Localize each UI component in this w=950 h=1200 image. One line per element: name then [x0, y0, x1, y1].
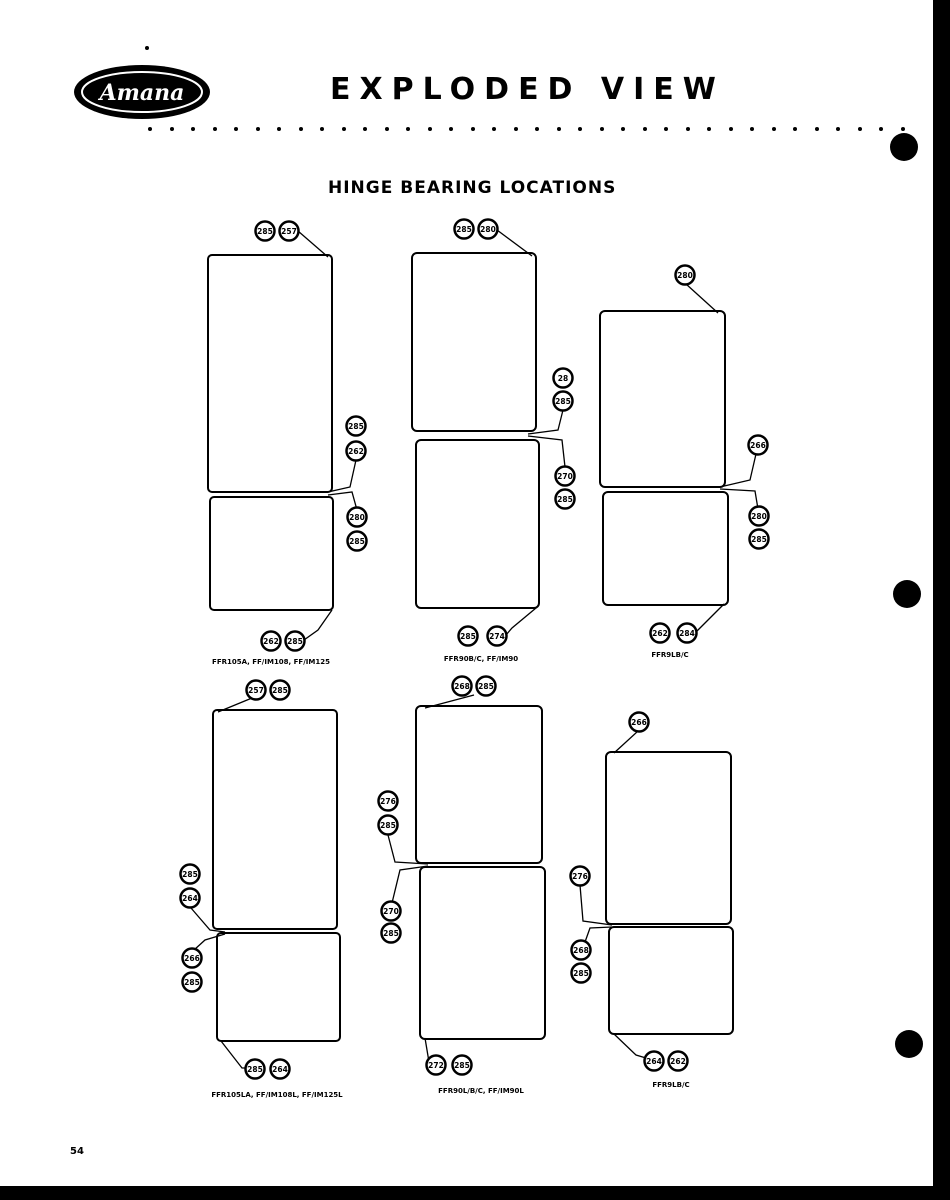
callouts-d5 [379, 677, 496, 1075]
fresh-food-door [609, 927, 733, 1034]
callout-label: 280 [677, 271, 693, 280]
callout-label: 262 [348, 447, 364, 456]
callouts-d2 [455, 220, 575, 646]
callout-label: 285 [454, 1061, 470, 1070]
right-border [933, 0, 950, 1200]
freezer-door [600, 311, 725, 487]
callout-label: 285 [287, 637, 303, 646]
bottom-border [0, 1186, 950, 1200]
callout-label: 285 [272, 686, 288, 695]
callout-label: 285 [257, 227, 273, 236]
brand-wordmark: Amana [99, 80, 185, 106]
callout-label: 280 [349, 513, 365, 522]
callout-label: 262 [263, 637, 279, 646]
callout-label: 268 [573, 946, 589, 955]
callout-label: 285 [573, 969, 589, 978]
callout-label: 266 [631, 718, 647, 727]
freezer-door [606, 752, 731, 924]
callout-label: 262 [652, 629, 668, 638]
callout-label: 285 [380, 821, 396, 830]
fresh-food-door [416, 440, 539, 608]
freezer-door [416, 706, 542, 863]
callout-label: 266 [184, 954, 200, 963]
freezer-door [210, 497, 333, 610]
callout-label: 280 [480, 225, 496, 234]
callout-label: 262 [670, 1057, 686, 1066]
callout-label: 285 [383, 929, 399, 938]
fresh-food-door [208, 255, 332, 492]
fresh-food-door [213, 710, 337, 929]
callout-label: 257 [281, 227, 297, 236]
callout-label: 270 [557, 472, 573, 481]
page-title: EXPLODED VIEW [330, 72, 725, 107]
callout-label: 285 [478, 682, 494, 691]
model-caption: FFR105A, FF/IM108, FF/IM125 [212, 658, 330, 666]
callout-label: 285 [247, 1065, 263, 1074]
fresh-food-door [603, 492, 728, 605]
callout-label: 284 [679, 629, 695, 638]
callout-label: 285 [557, 495, 573, 504]
model-caption: FFR90L/B/C, FF/IM90L [438, 1087, 524, 1095]
model-caption: FFR105LA, FF/IM108L, FF/IM125L [211, 1091, 343, 1099]
callout-label: 285 [456, 225, 472, 234]
callouts-d3 [651, 266, 769, 643]
callout-label: 285 [348, 422, 364, 431]
callout-label: 276 [572, 872, 588, 881]
callout-label: 264 [646, 1057, 662, 1066]
fresh-food-door [420, 867, 545, 1039]
model-caption: FFR9LB/C [651, 651, 689, 659]
callout-label: 285 [182, 870, 198, 879]
callout-label: 285 [751, 535, 767, 544]
callout-label: 276 [380, 797, 396, 806]
page-number: 54 [70, 1146, 84, 1157]
freezer-door [412, 253, 536, 431]
callout-label: 266 [750, 441, 766, 450]
callout-label: 285 [184, 978, 200, 987]
callout-label: 268 [454, 682, 470, 691]
callouts-d6 [571, 713, 688, 1071]
callout-label: 272 [428, 1061, 444, 1070]
callouts-d1 [256, 222, 367, 651]
model-caption: FFR9LB/C [652, 1081, 690, 1089]
callout-label: 257 [248, 686, 264, 695]
callout-label: 28 [557, 374, 569, 383]
callout-label: 285 [555, 397, 571, 406]
callout-label: 264 [272, 1065, 288, 1074]
callout-label: 280 [751, 512, 767, 521]
freezer-door [217, 933, 340, 1041]
model-caption: FFR90B/C, FF/IM90 [443, 655, 519, 663]
callout-label: 285 [349, 537, 365, 546]
callout-label: 270 [383, 907, 399, 916]
callout-label: 274 [489, 632, 505, 641]
callout-label: 264 [182, 894, 198, 903]
callouts-d4 [181, 681, 290, 1079]
callout-label: 285 [460, 632, 476, 641]
section-title: HINGE BEARING LOCATIONS [328, 178, 617, 198]
